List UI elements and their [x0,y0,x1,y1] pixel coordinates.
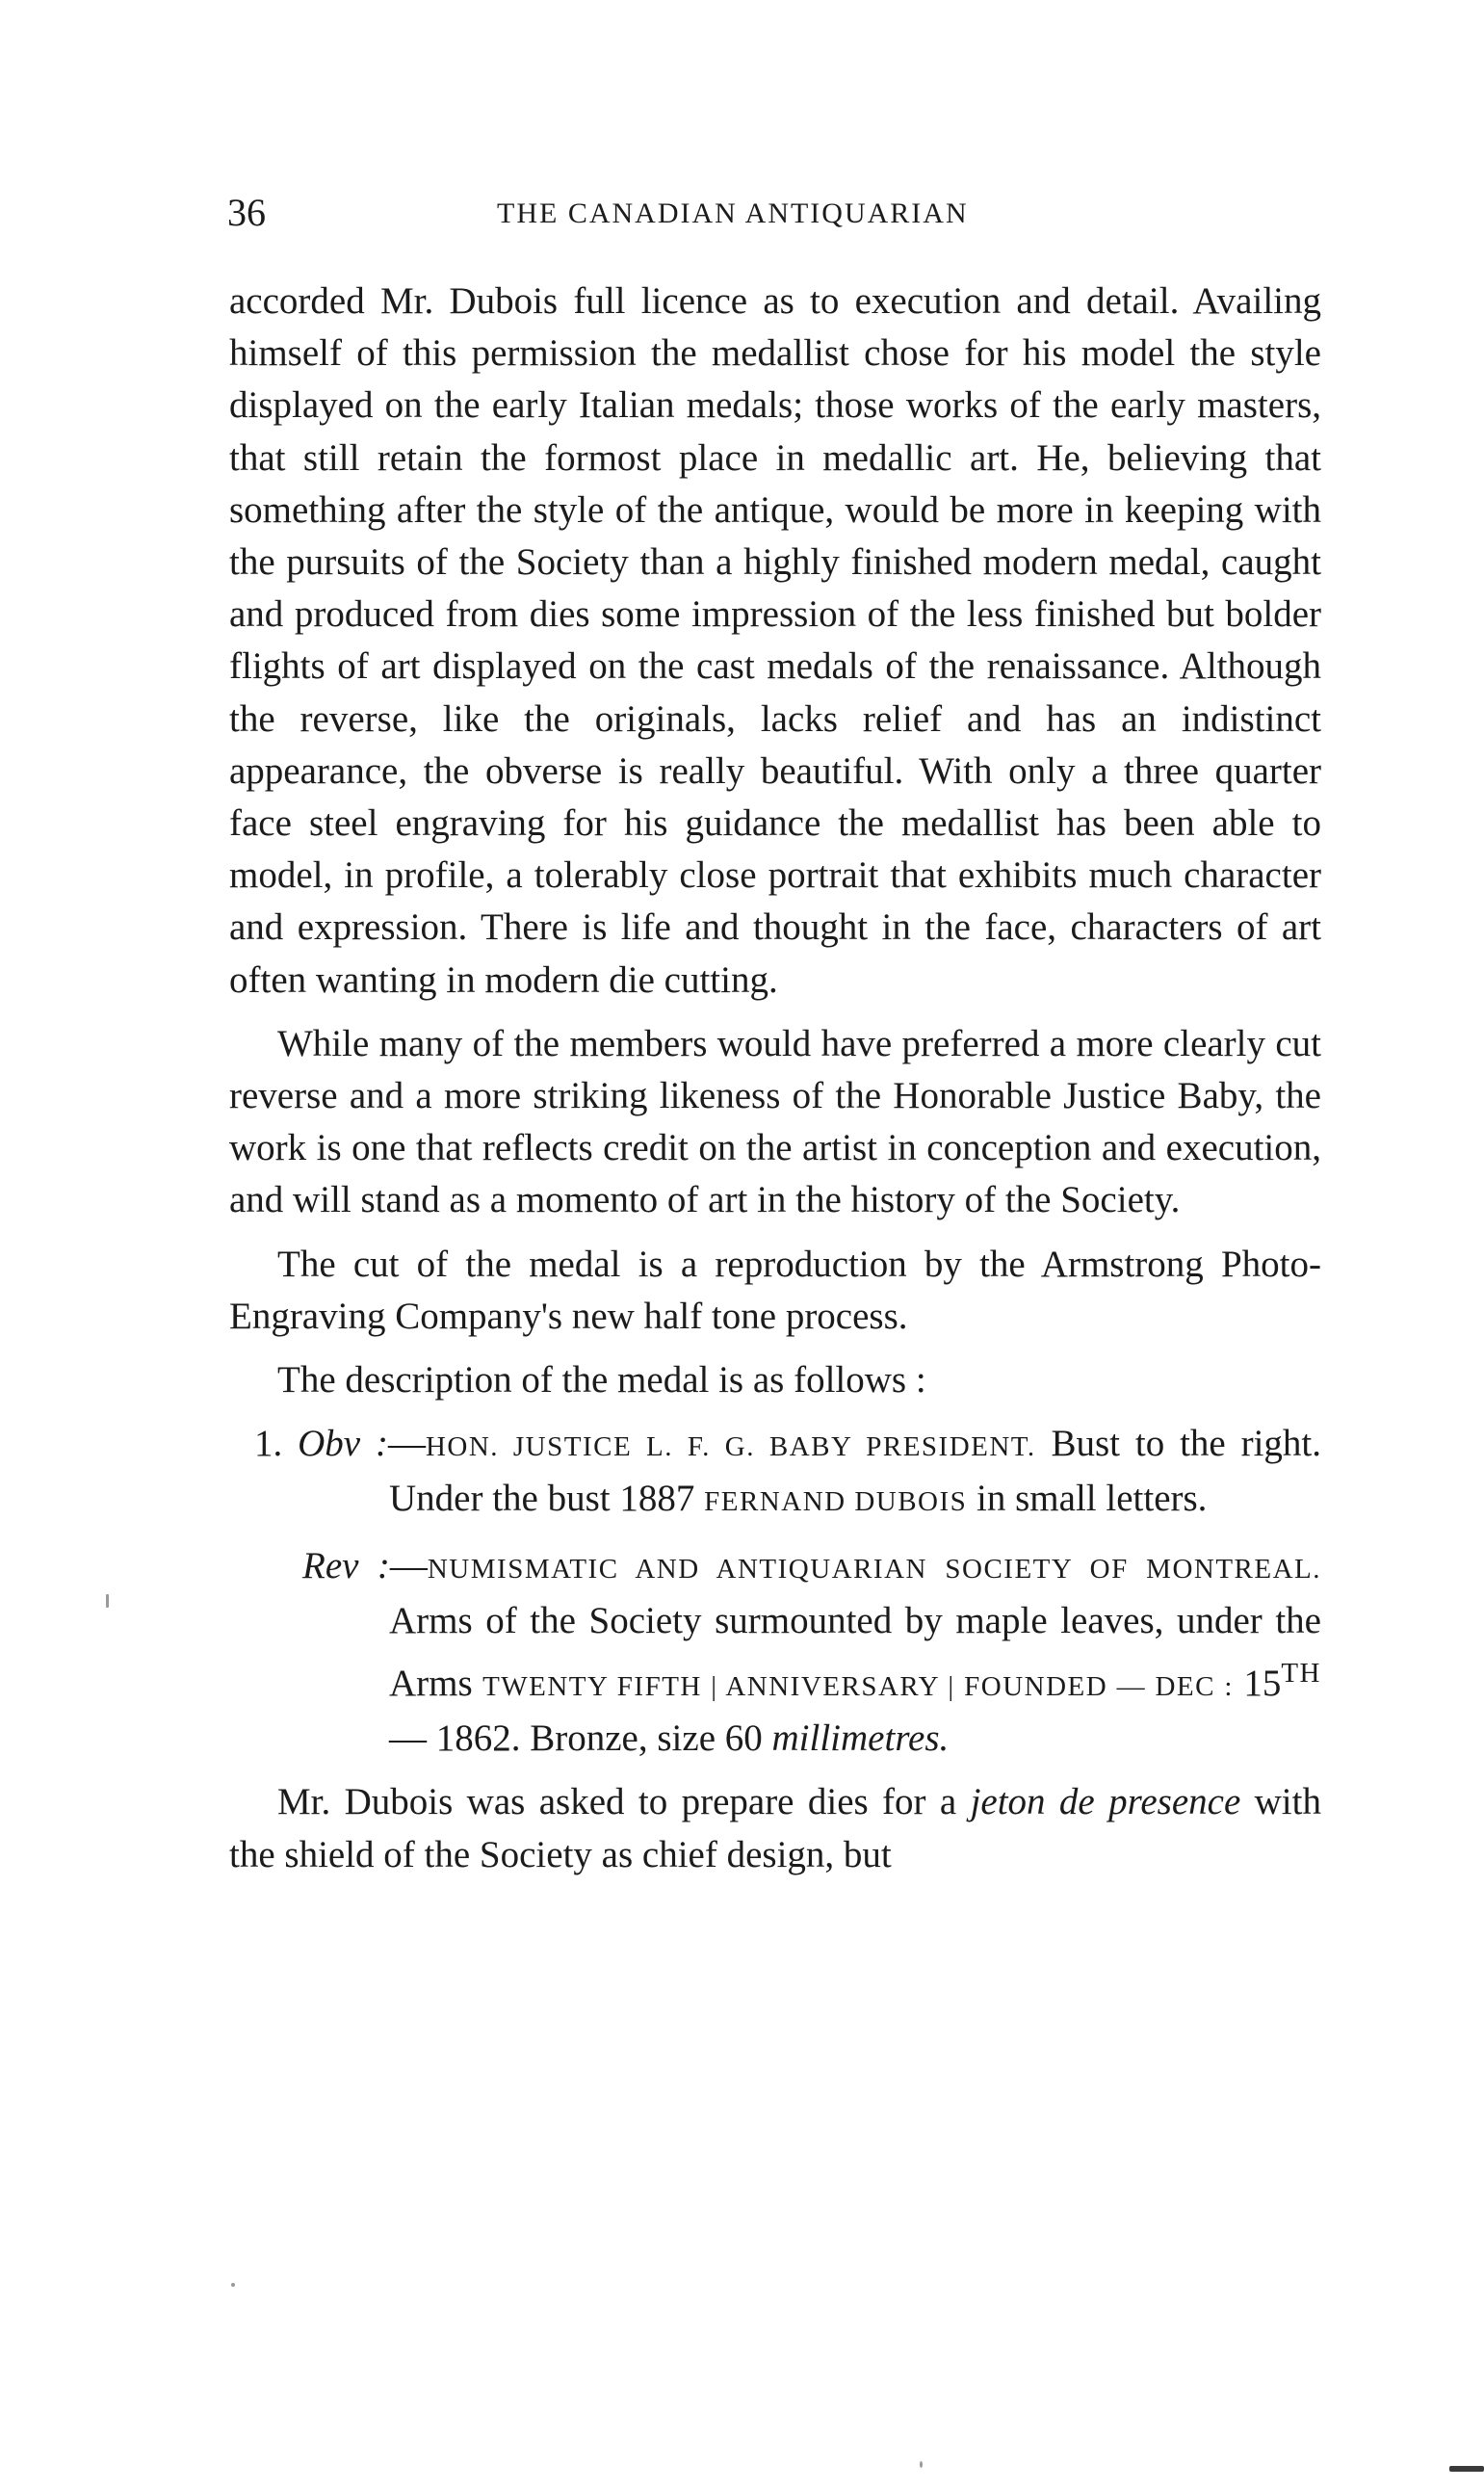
reverse-date-day: 15 [1233,1663,1282,1705]
entry-number: 1. [254,1423,283,1465]
reverse-date-superscript: TH [1281,1658,1322,1690]
obverse-dash: — [387,1423,426,1465]
reverse-dash: — [389,1544,428,1586]
reverse-legend: NUMISMATIC AND ANTIQUARIAN SOCIETY OF MONTREAL. [427,1553,1322,1585]
medal-obverse-entry [229,1418,1321,1528]
scan-speck [1449,2466,1484,2472]
medal-reverse-entry [229,1540,1321,1766]
scan-speck [106,1594,109,1608]
obverse-label: Obv : [298,1423,388,1465]
scan-speck [920,2461,923,2468]
reverse-text-1: Arms of the Society surmounted by maple leaves, under the Arms [389,1599,1321,1705]
page-number: 36 [227,191,266,234]
obverse-text-2: in small letters. [967,1478,1208,1520]
closing-text-2: with the shield of the Society as chief design, but [229,1781,1321,1875]
running-head: THE CANADIAN ANTIQUARIAN [497,197,969,229]
paragraph-members-opinion: While many of the members would have preferred a more clearly cut reverse and a more striking likeness of the Honorable Justice Baby, the work is one that reflects credit on the artist in conception and execution, and will stand as a momento of art in the history of the Society. [229,1022,1321,1221]
scan-speck [231,2283,235,2287]
page-header [227,189,1315,237]
obverse-legend: HON. JUSTICE L. F. G. BABY PRESIDENT. [425,1431,1036,1463]
paragraph-description-intro: The description of the medal is as follows : [277,1359,926,1402]
closing-term: jeton de presence [970,1781,1241,1823]
body-text [229,275,1321,1893]
reverse-unit: millimetres. [771,1717,950,1760]
reverse-date-rest: — 1862. [389,1717,521,1760]
obverse-text-1: Bust to the right. Under the bust 1887 [389,1423,1321,1520]
reverse-label: Rev : [302,1544,390,1586]
closing-text-1: Mr. Dubois was asked to prepare dies for a [277,1781,971,1823]
reverse-text-2: Bronze, size 60 [520,1717,772,1760]
reverse-inscription: TWENTY FIFTH | ANNIVERSARY | FOUNDED — DEC : [482,1671,1234,1703]
paragraph-jeton [229,1776,1321,1880]
paragraph-medal-design: accorded Mr. Dubois full licence as to execution and detail. Availing himself of this permission the medallist chose for his model the style displayed on the early Italian medals; those works of the early masters, that still retain the formost place in medallic art. He, believing that something after the style of the antique, would be more in keeping with the pursuits of the Society than a highly finished modern medal, caught and produced from dies some impression of the less finished but bolder flights of art displayed on the cast medals of the renaissance. Although the reverse, like the originals, lacks relief and has an indistinct appearance, the obverse is really beautiful. With only a three quarter face steel engraving for his guidance the medallist has been able to model, in profile, a tolerably close portrait that exhibits much character and expression. There is life and thought in the face, characters of art often wanting in modern die cutting. [229,280,1321,1001]
paragraph-reproduction-note: The cut of the medal is a reproduction by the Armstrong Photo-Engraving Company's new half tone process. [229,1243,1321,1337]
obverse-signature: FERNAND DUBOIS [704,1486,968,1518]
